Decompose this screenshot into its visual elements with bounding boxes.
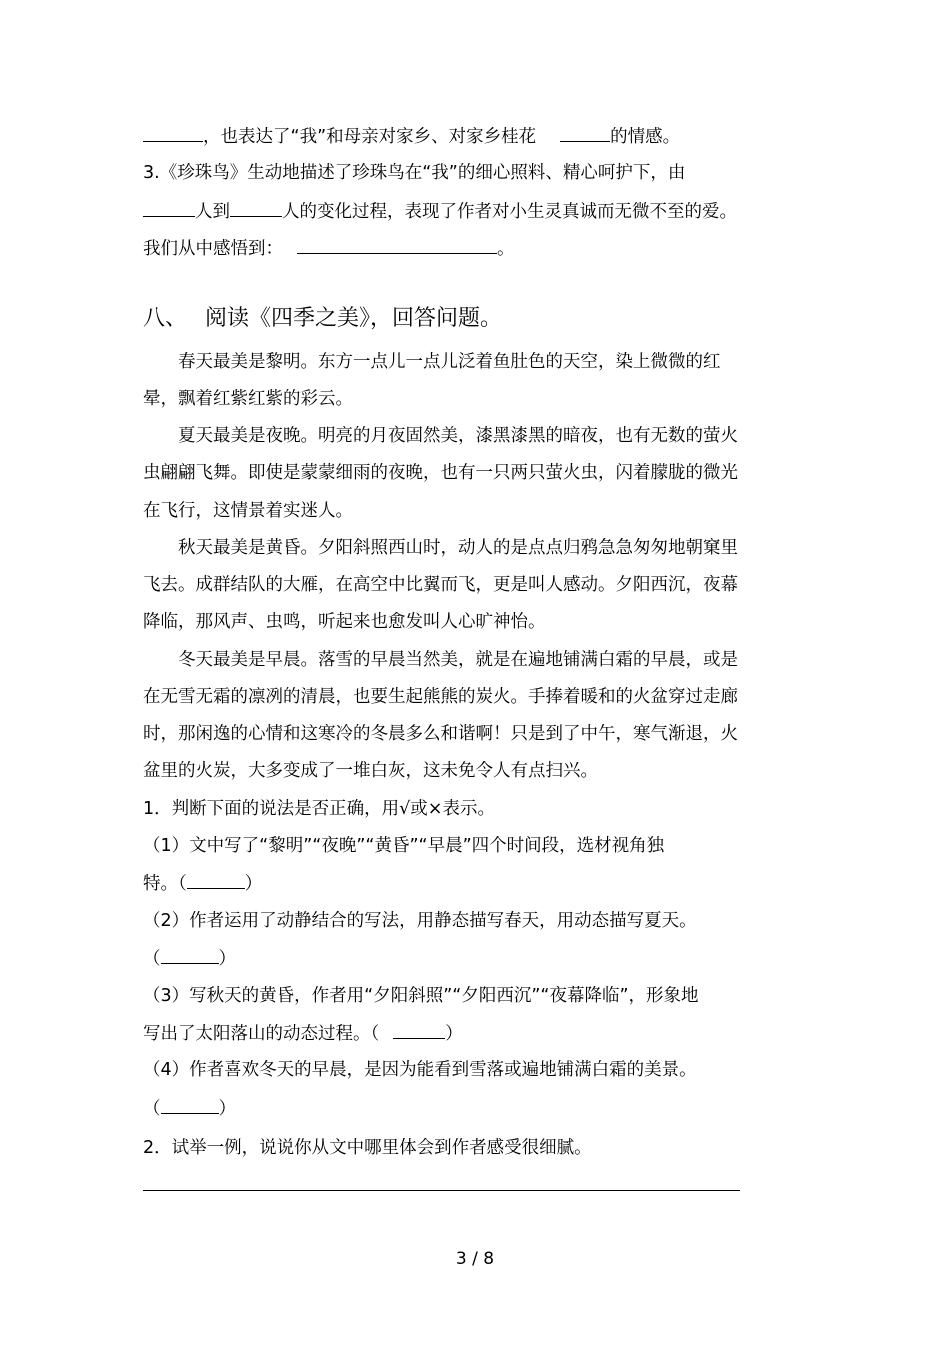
question-1-1-line-1: （1）文中写了“黎明”“夜晚”“黄昏”“早晨”四个时间段，选材视角独	[143, 836, 665, 856]
question-3-line-3: 我们从中感悟到： 。	[143, 239, 515, 259]
question-2: 2．试举一例，说说你从文中哪里体会到作者感受很细腻。	[143, 1138, 592, 1158]
question-1-1-line-2: 特。（ ）	[143, 874, 263, 894]
passage-p1-l1: 春天最美是黎明。东方一点儿一点儿泛着鱼肚色的天空，染上微微的红	[178, 352, 721, 372]
fill-blank[interactable]	[143, 200, 195, 217]
answer-blank[interactable]	[161, 947, 219, 964]
passage-p2-l1: 夏天最美是夜晚。明亮的月夜固然美，漆黑漆黑的暗夜，也有无数的萤火	[178, 426, 738, 446]
answer-line[interactable]	[143, 1190, 740, 1191]
fill-blank[interactable]	[143, 125, 203, 142]
question-3-line-1: 3.《珍珠鸟》生动地描述了珍珠鸟在“我”的细心照料、精心呵护下，由	[143, 163, 686, 183]
question-1-3-line-2: 写出了太阳落山的动态过程。（ ）	[143, 1024, 463, 1044]
passage-p4-l2: 在无雪无霜的凛冽的清晨，也要生起熊熊的炭火。手捧着暖和的火盆穿过走廊	[143, 687, 738, 707]
answer-blank[interactable]	[187, 872, 245, 889]
passage-p4-l1: 冬天最美是早晨。落雪的早晨当然美，就是在遍地铺满白霜的早晨，或是	[178, 650, 738, 670]
question-1-4-line-1: （4）作者喜欢冬天的早晨，是因为能看到雪落或遍地铺满白霜的美景。	[143, 1060, 697, 1080]
fill-blank[interactable]	[560, 125, 610, 142]
page-number: 3 / 8	[455, 1249, 495, 1269]
question-1-2-line-1: （2）作者运用了动静结合的写法，用静态描写春天，用动态描写夏天。	[143, 911, 697, 931]
passage-p3-l2: 飞去。成群结队的大雁，在高空中比翼而飞，更是叫人感动。夕阳西沉，夜幕	[143, 575, 738, 595]
answer-blank[interactable]	[161, 1097, 219, 1114]
passage-p4-l3: 时，那闲逸的心情和这寒冷的冬晨多么和谐啊！只是到了中午，寒气渐退，火	[143, 724, 738, 744]
passage-p4-l4: 盆里的火炭，大多变成了一堆白灰，这未免令人有点扫兴。	[143, 761, 598, 781]
continuation-line-1: ，也表达了“我”和母亲对家乡、对家乡桂花 的情感。	[143, 125, 783, 148]
question-3-line-2: 人到 人的变化过程，表现了作者对小生灵真诚而无微不至的爱。	[143, 200, 783, 223]
question-1-2-line-2: （ ）	[143, 949, 236, 969]
question-1-3-line-1: （3）写秋天的黄昏，作者用“夕阳斜照”“夕阳西沉”“夜幕降临”，形象地	[143, 986, 699, 1006]
passage-p2-l2: 虫翩翩飞舞。即使是蒙蒙细雨的夜晚，也有一只两只萤火虫，闪着朦胧的微光	[143, 463, 738, 483]
passage-p1-l2: 晕，飘着红紫红紫的彩云。	[143, 389, 353, 409]
passage-p3-l3: 降临，那风声、虫鸣，听起来也愈发叫人心旷神怡。	[143, 612, 546, 632]
question-1-4-line-2: （ ）	[143, 1099, 236, 1119]
section-heading: 八、 阅读《四季之美》，回答问题。	[143, 306, 503, 331]
fill-blank[interactable]	[230, 200, 282, 217]
answer-blank[interactable]	[393, 1022, 445, 1039]
question-1: 1．判断下面的说法是否正确，用√或×表示。	[143, 799, 495, 819]
passage-p2-l3: 在飞行，这情景着实迷人。	[143, 501, 353, 521]
fill-blank[interactable]	[297, 237, 497, 254]
passage-p3-l1: 秋天最美是黄昏。夕阳斜照西山时，动人的是点点归鸦急急匆匆地朝窠里	[178, 538, 738, 558]
